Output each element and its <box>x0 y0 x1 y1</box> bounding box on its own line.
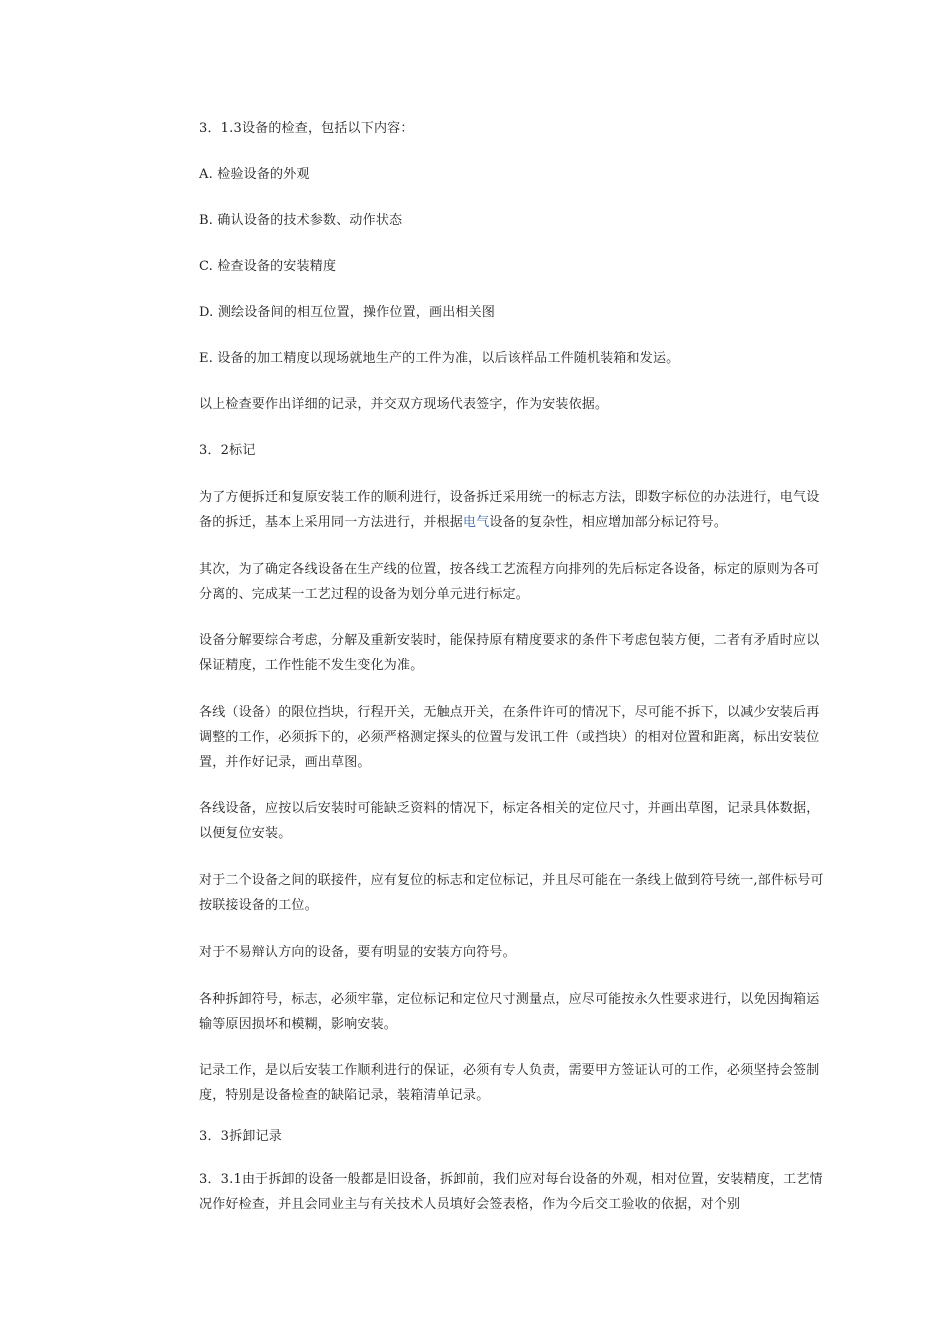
paragraph-3-3-1: 3．3.1由于拆卸的设备一般都是旧设备，拆卸前，我们应对每台设备的外观，相对位置，安装精度，工艺情况作好检查，并且会同业主与有关技术人员填好会签表格，作为今后交工验收的依据，对个别 <box>199 1172 823 1212</box>
paragraph-limit-stops: 各线（设备）的限位挡块，行程开关，无触点开关，在条件许可的情况下，尽可能不拆下，以减少安装后再调整的工作，必须拆下的，必须严格测定探头的位置与发讯工件（或挡块）的相对位置和距离，标出安装位置，并作好记录，画出草图。 <box>199 705 820 770</box>
list-item-b: B. 确认设备的技术参数、动作状态 <box>199 213 403 228</box>
paragraph-text: 设备的复杂性，相应增加部分标记符号。 <box>489 515 728 530</box>
list-item-e: E. 设备的加工精度以现场就地生产的工件为准，以后该样品工件随机装箱和发运。 <box>199 351 680 366</box>
paragraph-record-work: 记录工作，是以后安装工作顺利进行的保证，必须有专人负责，需要甲方签证认可的工作，必须坚持会签制度，特别是设备检查的缺陷记录，装箱清单记录。 <box>199 1063 820 1103</box>
paragraph-inspection-record: 以上检查要作出详细的记录，并交双方现场代表签字，作为安装依据。 <box>199 397 609 412</box>
section-heading-3-1-3: 3．1.3设备的检查，包括以下内容： <box>199 121 414 136</box>
electrical-link[interactable]: 电气 <box>463 515 490 530</box>
section-heading-3-2: 3．2标记 <box>199 443 256 458</box>
paragraph-line-position: 其次，为了确定各线设备在生产线的位置，按各线工艺流程方向排列的先后标定各设备，标定的原则为各可分离的、完成某一工艺过程的设备为划分单元进行标定。 <box>199 562 820 602</box>
list-item-d: D. 测绘设备间的相互位置，操作位置，画出相关图 <box>199 305 496 320</box>
paragraph-disassembly: 设备分解要综合考虑，分解及重新安装时，能保持原有精度要求的条件下考虑包装方便，二者有矛盾时应以保证精度，工作性能不发生变化为准。 <box>199 633 820 673</box>
paragraph-direction-symbols: 对于不易辩认方向的设备，要有明显的安装方向符号。 <box>199 945 516 960</box>
paragraph-durable-marks: 各种拆卸符号，标志，必须牢靠，定位标记和定位尺寸测量点，应尽可能按永久性要求进行，以免因掏箱运输等原因损坏和模糊，影响安装。 <box>199 992 820 1032</box>
paragraph-text: 为了方便拆迁和复原安装工作的顺利进行，设备拆迁采用统一的标志方法，即数字标位的办法进行，电气设备的拆迁，基本上采用同一方法进行，并根据 <box>199 490 820 530</box>
paragraph-marking-method <box>199 485 824 535</box>
section-heading-3-3: 3．3拆卸记录 <box>199 1129 282 1144</box>
paragraph-connectors: 对于二个设备之间的联接件，应有复位的标志和定位标记，并且尽可能在一条线上做到符号统一,部件标号可按联接设备的工位。 <box>199 873 824 913</box>
list-item-c: C. 检查设备的安装精度 <box>199 259 337 274</box>
paragraph-positioning-dimensions: 各线设备，应按以后安装时可能缺乏资料的情况下，标定各相关的定位尺寸，并画出草图，记录具体数据，以便复位安装。 <box>199 801 820 841</box>
list-item-a: A. 检验设备的外观 <box>199 167 310 182</box>
